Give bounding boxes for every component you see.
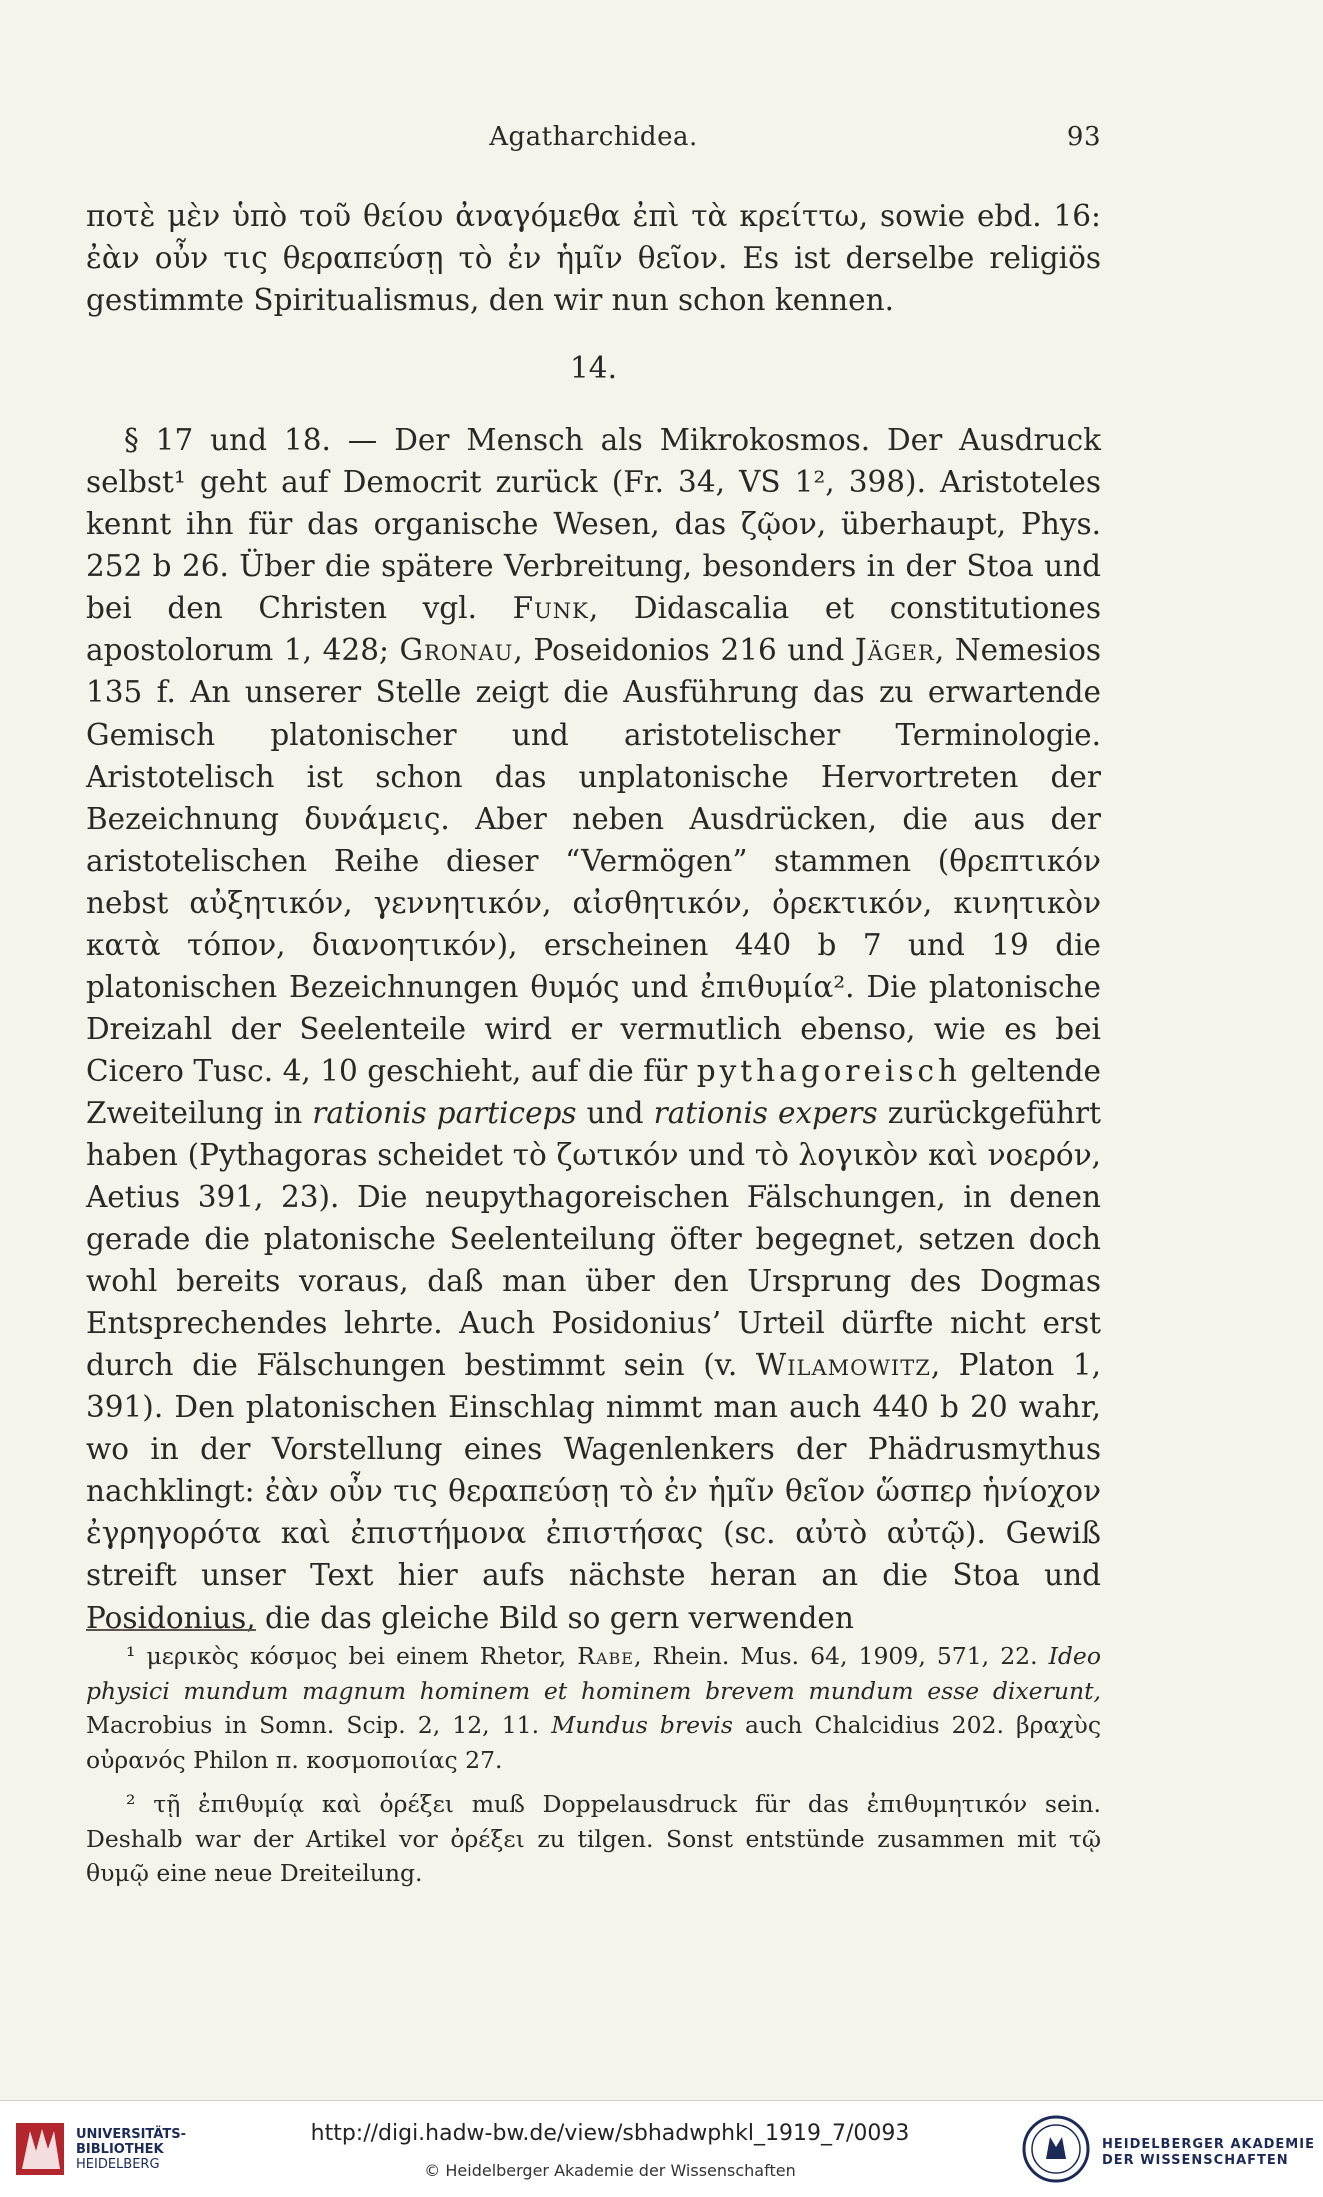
main-text bbox=[86, 195, 1101, 1639]
text-run: , Poseidonios 216 und bbox=[513, 633, 855, 668]
academy-name bbox=[1102, 2137, 1315, 2169]
text-run: , Rhein. Mus. 64, 1909, 571, 22. bbox=[633, 1642, 1049, 1670]
text-run: , Platon 1, 391). Den platonischen Einschlag nimmt man auch 440 b 20 wahr, wo in der Vorstellung eines Wagenlenkers der Phädrusmythus nachklingt: ἐὰν οὖν τις θεραπεύσῃ τὸ ἐν ἡμῖν θεῖον ὥσπερ ἡνίοχον ἐγρηγορότα καὶ ἐπιστήμονα ἐπιστήσας (sc. αὐτὸ αὐτῷ). Gewiß streift unser Text hier aufs nächste heran an die Stoa und Posidonius, die das gleiche Bild so gern verwenden bbox=[86, 1348, 1101, 1635]
logo-line: HEIDELBERGER AKADEMIE bbox=[1102, 2137, 1315, 2152]
page-number: 93 bbox=[1066, 122, 1101, 152]
text-run: , Didascalia et constitutiones apostolorum 1, 428; bbox=[86, 591, 1101, 668]
running-header bbox=[86, 122, 1101, 162]
spaced-word: pythagoreisch bbox=[696, 1053, 962, 1088]
viewer-footer bbox=[0, 2100, 1323, 2197]
footnote-rule bbox=[86, 1629, 256, 1631]
footnotes bbox=[86, 1639, 1101, 1901]
academy-seal-icon bbox=[1020, 2113, 1092, 2185]
academy-logo[interactable] bbox=[1020, 2113, 1320, 2185]
text-run: zurückgeführt haben (Pythagoras scheidet τὸ ζωτικόν und τὸ λογικὸν καὶ νοερόν, Aetius 391, 23). Die neupythagoreischen Fälschungen, in denen gerade die platonische Seelenteilung öfter begegnet, setzen doch wohl bereits voraus, daß man über den Ursprung des Dogmas Entsprechendes lehrte. Auch Posidonius’ Urteil dürfte nicht erst durch die Fälschungen bestimmt sein (v. bbox=[86, 1095, 1102, 1383]
footnote-2: ² τῇ ἐπιθυμίᾳ καὶ ὀρέξει muß Doppelausdruck für das ἐπιθυμητικόν sein. Deshalb war der Artikel vor ὀρέξει zu tilgen. Sonst entstünde zusammen mit τῷ θυμῷ eine neue Dreiteilung. bbox=[86, 1790, 1101, 1887]
text-run: Macrobius in Somn. Scip. 2, 12, 11. bbox=[86, 1711, 552, 1739]
latin-term: rationis particeps bbox=[312, 1095, 577, 1130]
permalink-url[interactable]: http://digi.hadw-bw.de/view/sbhadwphkl_1919_7/0093 bbox=[310, 2121, 910, 2146]
copyright-notice: © Heidelberger Akademie der Wissenschaften bbox=[424, 2161, 796, 2180]
paragraph-continuation: ποτὲ μὲν ὑπὸ τοῦ θείου ἀναγόμεθα ἐπὶ τὰ κρείττω, sowie ebd. 16: ἐὰν οὖν τις θεραπεύσῃ τὸ ἐν ἡμῖν θεῖον. Es ist derselbe religiös gestimmte Spiritualismus, den wir nun schon kennen. bbox=[86, 199, 1101, 318]
library-name bbox=[76, 2127, 186, 2172]
logo-line: HEIDELBERG bbox=[76, 2157, 160, 2172]
author-funk: Funk bbox=[512, 591, 589, 626]
text-run: auch Chalcidius 202. βραχὺς οὐρανός Philon π. κοσμοποιίας 27. bbox=[86, 1711, 1101, 1774]
latin-term: Mundus brevis bbox=[551, 1711, 733, 1739]
author-wilamowitz: Wilamowitz bbox=[755, 1348, 931, 1383]
footnote-1 bbox=[86, 1639, 1101, 1777]
text-run: § 17 und 18. — Der Mensch als Mikrokosmos. Der Ausdruck selbst¹ geht auf Democrit zurück (Fr. 34, VS 1², 398). Aristoteles kennt ihn für das organische Wesen, das ζῷον, überhaupt, Phys. 252 b 26. Über die spätere Verbreitung, besonders in der Stoa und bei den Christen vgl. bbox=[86, 423, 1101, 626]
university-library-logo[interactable] bbox=[14, 2119, 184, 2181]
author-jaeger: Jäger bbox=[854, 633, 935, 668]
section-number: 14. bbox=[570, 351, 617, 386]
latin-quote: Ideo physici mundum magnum hominem et hominem brevem mundum esse dixerunt, bbox=[86, 1642, 1101, 1705]
text-run: und bbox=[576, 1095, 654, 1130]
latin-term: rationis expers bbox=[653, 1095, 878, 1130]
author-rabe: Rabe bbox=[577, 1642, 634, 1670]
logo-line: DER WISSENSCHAFTEN bbox=[1102, 2153, 1289, 2168]
running-title: Agatharchidea. bbox=[489, 122, 698, 152]
logo-line: BIBLIOTHEK bbox=[76, 2142, 164, 2157]
paragraph-mikrokosmos bbox=[86, 419, 1101, 1638]
text-run: , Nemesios 135 f. An unserer Stelle zeigt die Ausführung das zu erwartende Gemisch platonischer und aristotelischer Terminologie. Aristotelisch ist schon das unplatonische Hervortreten der Bezeichnung δυνάμεις. Aber neben Ausdrücken, die aus der aristotelischen Reihe dieser “Vermögen” stammen (θρεπτικόν nebst αὐξητικόν, γεννητικόν, αἰσθητικόν, ὀρεκτικόν, κινητικὸν κατὰ τόπον, διανοητικόν), erscheinen 440 b 7 und 19 die platonischen Bezeichnungen θυμός und ἐπιθυμία². Die platonische Dreizahl der Seelenteile wird er vermutlich ebenso, wie es bei Cicero Tusc. 4, 10 geschieht, auf die für bbox=[86, 633, 1102, 1088]
logo-line: UNIVERSITÄTS- bbox=[76, 2127, 186, 2142]
text-run: geltende Zweiteilung in bbox=[86, 1053, 1101, 1130]
text-run: ¹ μερικὸς κόσμος bei einem Rhetor, bbox=[126, 1642, 578, 1670]
author-gronau: Gronau bbox=[399, 633, 514, 668]
library-emblem-icon bbox=[14, 2119, 68, 2179]
